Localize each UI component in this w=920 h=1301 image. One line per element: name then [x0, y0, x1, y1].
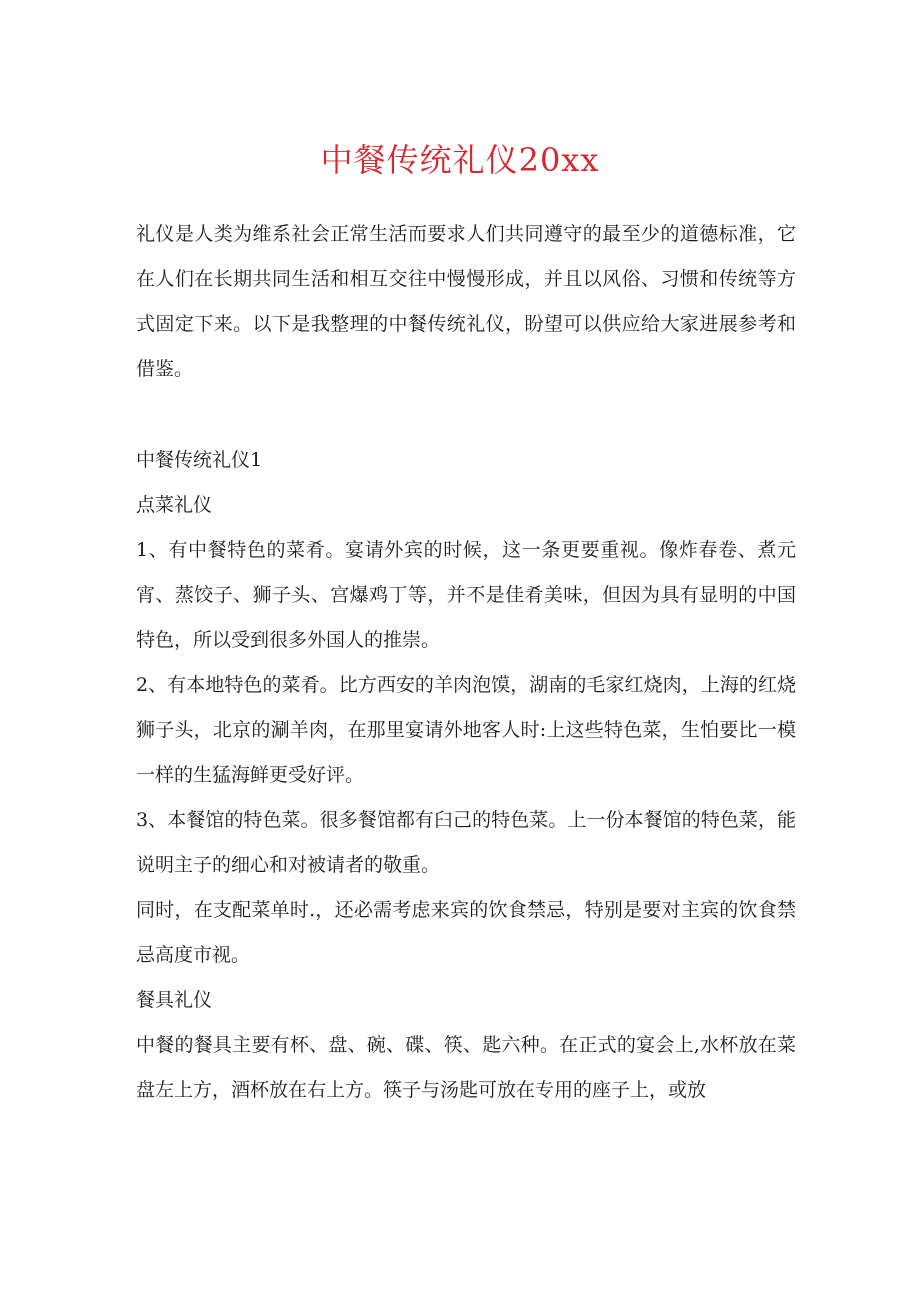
order-item-2: 2、有本地特色的菜肴。比方西安的羊肉泡馍，湖南的毛家红烧肉，上海的红烧狮子头，北京的涮羊肉，在那里宴请外地客人时:上这些特色菜，生怕要比一模一样的生猛海鲜更受好评。 [136, 674, 796, 786]
subsection-title-order: 点菜礼仪 [136, 494, 213, 516]
order-item-1: 1、有中餐特色的菜肴。宴请外宾的时候，这一条更要重视。像炸春卷、煮元宵、蒸饺子、狮子头、宫爆鸡丁等，并不是佳肴美味，但因为具有显明的中国特色，所以受到很多外国人的推崇。 [136, 539, 796, 651]
tableware-paragraph: 中餐的餐具主要有杯、盘、碗、碟、筷、匙六种。在正式的宴会上,水杯放在菜盘左上方，酒杯放在右上方。筷子与汤匙可放在专用的座子上，或放 [136, 1034, 796, 1101]
document-title: 中餐传统礼仪20xx [320, 141, 600, 179]
intro-paragraph: 礼仪是人类为维系社会正常生活而要求人们共同遵守的最至少的道德标准，它在人们在长期共同生活和相互交往中慢慢形成，并且以风俗、习惯和传统等方式固定下来。以下是我整理的中餐传统礼仪，盼望可以供应给大家进展参考和借鉴。 [136, 223, 796, 380]
document-body [136, 212, 796, 1113]
section-title: 中餐传统礼仪1 [136, 449, 263, 471]
section-spacer [136, 392, 796, 438]
order-item-3: 3、本餐馆的特色菜。很多餐馆都有臼己的特色菜。上一份本餐馆的特色菜，能说明主子的细心和对被请者的敬重。 [136, 809, 796, 876]
order-note: 同时，在支配菜单时.，还必需考虑来宾的饮食禁忌，特别是要对主宾的饮食禁忌高度市视。 [136, 899, 796, 966]
subsection-title-tableware: 餐具礼仪 [136, 989, 213, 1011]
